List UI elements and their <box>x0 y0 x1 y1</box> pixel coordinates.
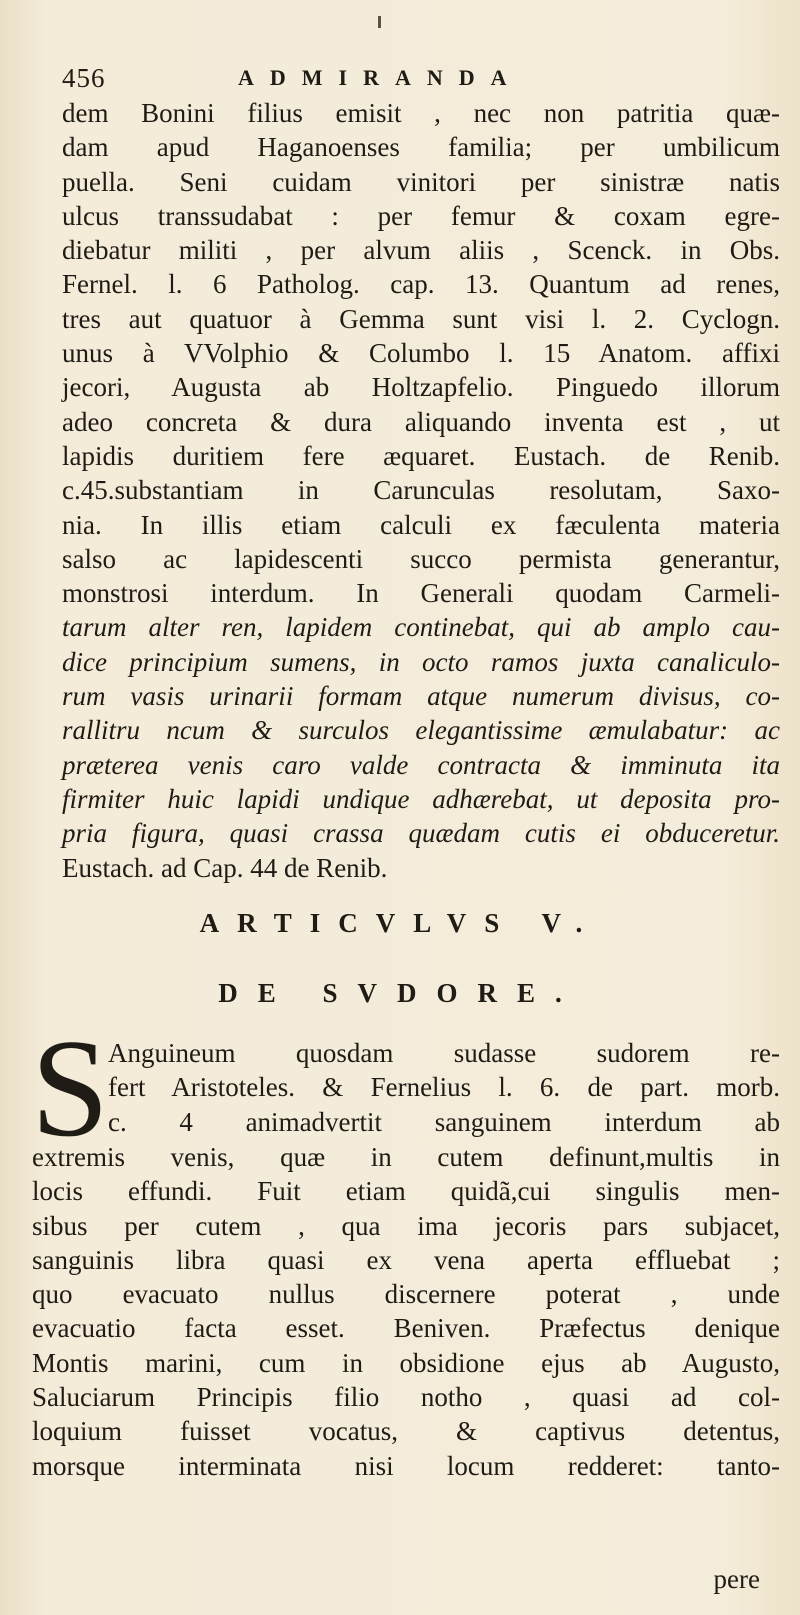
running-title: ADMIRANDA <box>238 65 523 90</box>
text-line: extremis venis, quæ in cutem definunt,multis in <box>32 1142 780 1172</box>
italic-line: rallitru ncum & surculos elegantissime æmulabatur: ac <box>62 715 780 746</box>
text-line: Anguineum quosdam sudasse sudorem re- <box>108 1038 780 1068</box>
text-line: adeo concreta & dura aliquando inventa est , ut <box>62 406 780 437</box>
text-line: Fernel. l. 6 Patholog. cap. 13. Quantum ad renes, <box>62 269 780 300</box>
paragraph-2 <box>32 1140 780 1483</box>
text-line: sanguinis libra quasi ex vena aperta effluebat ; <box>32 1244 780 1275</box>
text-line: locis effundi. Fuit etiam quidã,cui singulis men- <box>32 1176 780 1207</box>
text-line: unus à VVolphio & Columbo l. 15 Anatom. affixi <box>62 338 780 369</box>
drop-cap: S <box>31 1011 109 1166</box>
text-line: loquium fuisset vocatus, & captivus detentus, <box>32 1416 780 1447</box>
text-line: jecori, Augusta ab Holtzapfelio. Pinguedo illorum <box>62 372 780 403</box>
text-line: dam apud Haganoenses familia; per umbilicum <box>62 132 780 163</box>
page-number: 456 <box>62 63 106 93</box>
text-line: fert Aristoteles. & Fernelius l. 6. de part. morb. <box>108 1072 780 1103</box>
text-line: ulcus transsudabat : per femur & coxam egre- <box>62 200 780 231</box>
italic-line: tarum alter ren, lapidem continebat, qui ab amplo cau- <box>62 612 780 643</box>
text-line: Saluciarum Principis filio notho , quasi ad col- <box>32 1382 780 1413</box>
running-header <box>62 58 762 98</box>
text-line: morsque interminata nisi locum redderet: tanto- <box>32 1450 780 1481</box>
text-line: monstrosi interdum. In Generali quodam Carmeli- <box>62 578 780 609</box>
italic-line: præterea venis caro valde contracta & imminuta ita <box>62 749 780 780</box>
italic-line: rum vasis urinarii formam atque numerum divisus, co- <box>62 681 780 712</box>
italic-line: pria figura, quasi crassa quædam cutis ei obduceretur. <box>62 818 780 849</box>
section-heading: DE SVDORE. <box>218 978 582 1008</box>
text-line: salso ac lapidescenti succo permista generantur, <box>62 543 780 574</box>
text-line: Eustach. ad Cap. 44 de Renib. <box>62 852 388 883</box>
italic-line: dice principium sumens, in octo ramos juxta canaliculo- <box>62 646 780 677</box>
paragraph-1 <box>62 96 780 885</box>
text-line: Montis marini, cum in obsidione ejus ab Augusto, <box>32 1347 780 1378</box>
text-line: c. 4 animadvertit sanguinem interdum ab <box>108 1106 780 1137</box>
text-line: quo evacuato nullus discernere poterat , unde <box>32 1279 780 1310</box>
text-line: dem Bonini filius emisit , nec non patritia quæ- <box>62 98 780 128</box>
text-line: sibus per cutem , qua ima jecoris pars subjacet, <box>32 1210 780 1241</box>
italic-line: firmiter huic lapidi undique adhærebat, ut deposita pro- <box>62 783 780 814</box>
paragraph-2-indented <box>108 1036 780 1139</box>
text-line: evacuatio facta esset. Beniven. Præfectus denique <box>32 1313 780 1344</box>
text-line: nia. In illis etiam calculi ex fæculenta materia <box>62 509 780 540</box>
text-line: tres aut quatuor à Gemma sunt visi l. 2. Cyclogn. <box>62 303 780 334</box>
text-line: puella. Seni cuidam vinitori per sinistræ natis <box>62 166 780 197</box>
catchword: pere <box>713 1564 760 1594</box>
article-heading: ARTICVLVS V. <box>199 908 601 938</box>
text-line: lapidis duritiem fere æquaret. Eustach. de Renib. <box>62 440 780 471</box>
page-mark <box>378 16 381 28</box>
text-line: c.45.substantiam in Carunculas resolutam, Saxo- <box>62 475 780 506</box>
text-line: diebatur militi , per alvum aliis , Scenck. in Obs. <box>62 235 780 266</box>
